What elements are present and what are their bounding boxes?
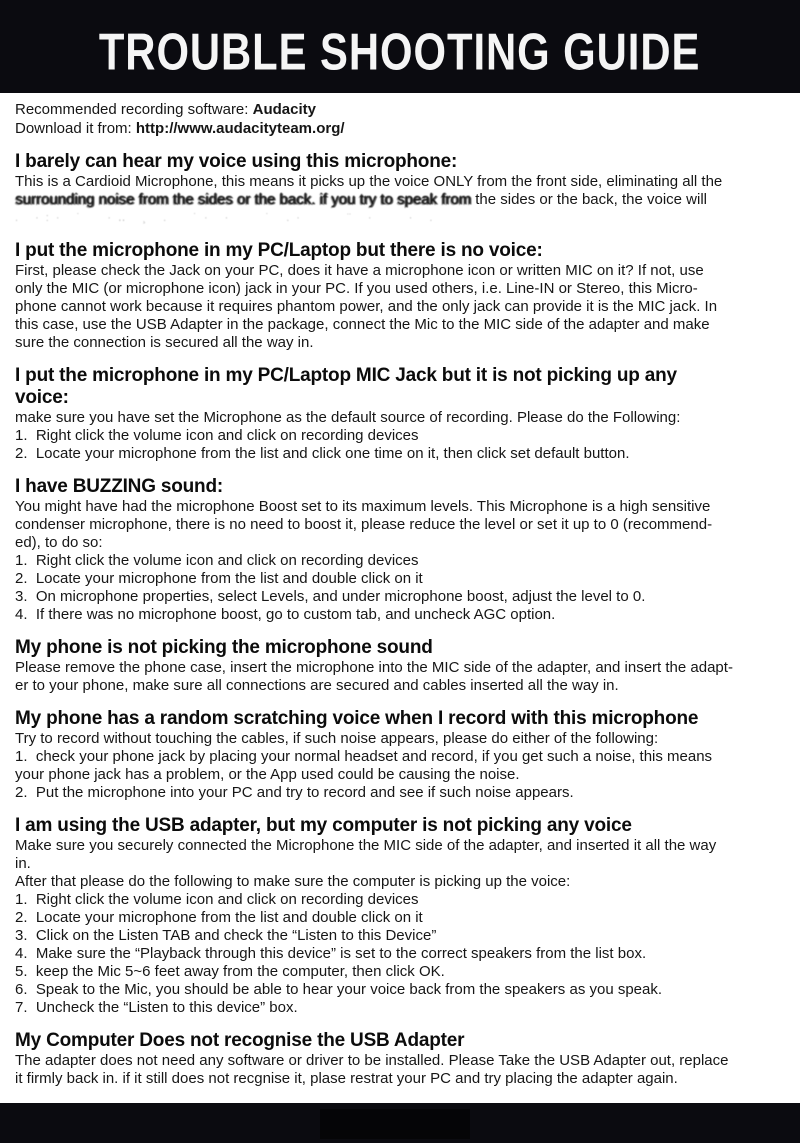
text-line: You might have had the microphone Boost set to its maximum levels. This Microphone is a high sensitive <box>15 498 711 515</box>
text-line: 1. check your phone jack by placing your normal headset and record, if you get such a noise, this means <box>15 748 713 765</box>
text-line: phone cannot work because it requires phantom power, and the only jack can provide it is the MIC jack. In <box>15 298 718 315</box>
guide-section <box>15 365 785 463</box>
section-heading: I have BUZZING sound: <box>15 476 223 497</box>
section-heading: I put the microphone in my PC/Laptop MIC Jack but it is not picking up any <box>15 365 677 386</box>
text-line: ed), to do so: <box>15 534 103 551</box>
text-line: First, please check the Jack on your PC, does it have a microphone icon or written MIC on it? If not, use <box>15 262 704 279</box>
section-heading: I barely can hear my voice using this microphone: <box>15 151 458 172</box>
section-heading: My phone is not picking the microphone sound <box>15 637 433 658</box>
page-footer-bar <box>0 1103 800 1143</box>
text-line: Please remove the phone case, insert the microphone into the MIC side of the adapter, and insert the adapt- <box>15 659 733 676</box>
text-line: 2. Put the microphone into your PC and try to record and see if such noise appears. <box>15 784 574 801</box>
text-line: only the MIC (or microphone icon) jack in your PC. If you used others, i.e. Line-IN or Stereo, this Micro- <box>15 280 698 297</box>
text-line: 2. Locate your microphone from the list and click one time on it, then click set default button. <box>15 445 630 462</box>
text-line: 4. Make sure the “Playback through this device” is set to the correct speakers from the list box. <box>15 945 647 962</box>
text-line: your phone jack has a problem, or the App used could be causing the noise. <box>15 766 520 783</box>
text-line: er to your phone, make sure all connections are secured and cables inserted all the way in. <box>15 677 619 694</box>
recommended-software-line <box>15 100 785 119</box>
text-line: make sure you have set the Microphone as the default source of recording. Please do the Following: <box>15 409 681 426</box>
text-line: sure the connection is secured all the way in. <box>15 334 314 351</box>
download-url: http://www.audacityteam.org/ <box>135 120 345 137</box>
text-line: condenser microphone, there is no need to boost it, please reduce the level or set it up to 0 (recommend- <box>15 516 713 533</box>
smeared-text: surrounding noise from the sides or the back. if you try to speak from <box>15 191 476 208</box>
section-heading: voice: <box>15 387 69 408</box>
text-line: 3. Click on the Listen TAB and check the “Listen to this Device” <box>15 927 437 944</box>
text-line: After that please do the following to make sure the computer is picking up the voice: <box>15 873 571 890</box>
section-heading: My phone has a random scratching voice when I record with this microphone <box>15 708 699 729</box>
guide-section <box>15 151 785 227</box>
text-line: 1. Right click the volume icon and click on recording devices <box>15 552 419 569</box>
guide-section <box>15 240 785 352</box>
guide-section <box>15 708 785 802</box>
text-line: in. <box>15 855 31 872</box>
text-line: Try to record without touching the cables, if such noise appears, please do either of the following: <box>15 730 659 747</box>
recommended-software-value: Audacity <box>252 101 316 118</box>
text-line: 6. Speak to the Mic, you should be able to hear your voice back from the speakers as you speak. <box>15 981 663 998</box>
text-line: 2. Locate your microphone from the list and double click on it <box>15 570 423 587</box>
text-line: it firmly back in. if it still does not recgnise it, plase restrat your PC and try placing the adapter again. <box>15 1070 678 1087</box>
recommended-software-label: Recommended recording software: <box>15 101 253 118</box>
text-line: 1. Right click the volume icon and click on recording devices <box>15 427 419 444</box>
text-line: 7. Uncheck the “Listen to this device” box. <box>15 999 298 1016</box>
text-line: 3. On microphone properties, select Levels, and under microphone boost, adjust the level to 0. <box>15 588 646 605</box>
faded-text-residue: . ·:· ˙ ·‥ ¸ . ˙· · ˙ .· ¨ · · . <box>15 212 440 224</box>
text-line: 2. Locate your microphone from the list and double click on it <box>15 909 423 926</box>
clear-text: the sides or the back, the voice will <box>475 191 708 208</box>
text-line <box>15 191 785 209</box>
download-line <box>15 119 785 138</box>
page-header-bar <box>0 0 800 93</box>
guide-section <box>15 1030 785 1088</box>
page-title: TROUBLE SHOOTING GUIDE <box>99 22 701 81</box>
intro-block <box>15 100 785 138</box>
footer-logo-shadow <box>320 1109 470 1139</box>
guide-content <box>0 93 800 1088</box>
text-line: 5. keep the Mic 5~6 feet away from the computer, then click OK. <box>15 963 445 980</box>
guide-section <box>15 476 785 624</box>
text-line: this case, use the USB Adapter in the package, connect the Mic to the MIC side of the adapter and make <box>15 316 710 333</box>
guide-section <box>15 815 785 1017</box>
text-line: The adapter does not need any software or driver to be installed. Please Take the USB Adapter out, replace <box>15 1052 729 1069</box>
section-heading: I put the microphone in my PC/Laptop but there is no voice: <box>15 240 543 261</box>
section-heading: My Computer Does not recognise the USB Adapter <box>15 1030 465 1051</box>
text-line: Make sure you securely connected the Microphone the MIC side of the adapter, and inserted it all the way <box>15 837 717 854</box>
text-line: 4. If there was no microphone boost, go to custom tab, and uncheck AGC option. <box>15 606 556 623</box>
text-line: This is a Cardioid Microphone, this means it picks up the voice ONLY from the front side, eliminating all the <box>15 173 723 190</box>
download-label: Download it from: <box>15 120 136 137</box>
sections <box>15 151 785 1088</box>
text-line: 1. Right click the volume icon and click on recording devices <box>15 891 419 908</box>
section-heading: I am using the USB adapter, but my computer is not picking any voice <box>15 815 632 836</box>
guide-section <box>15 637 785 695</box>
